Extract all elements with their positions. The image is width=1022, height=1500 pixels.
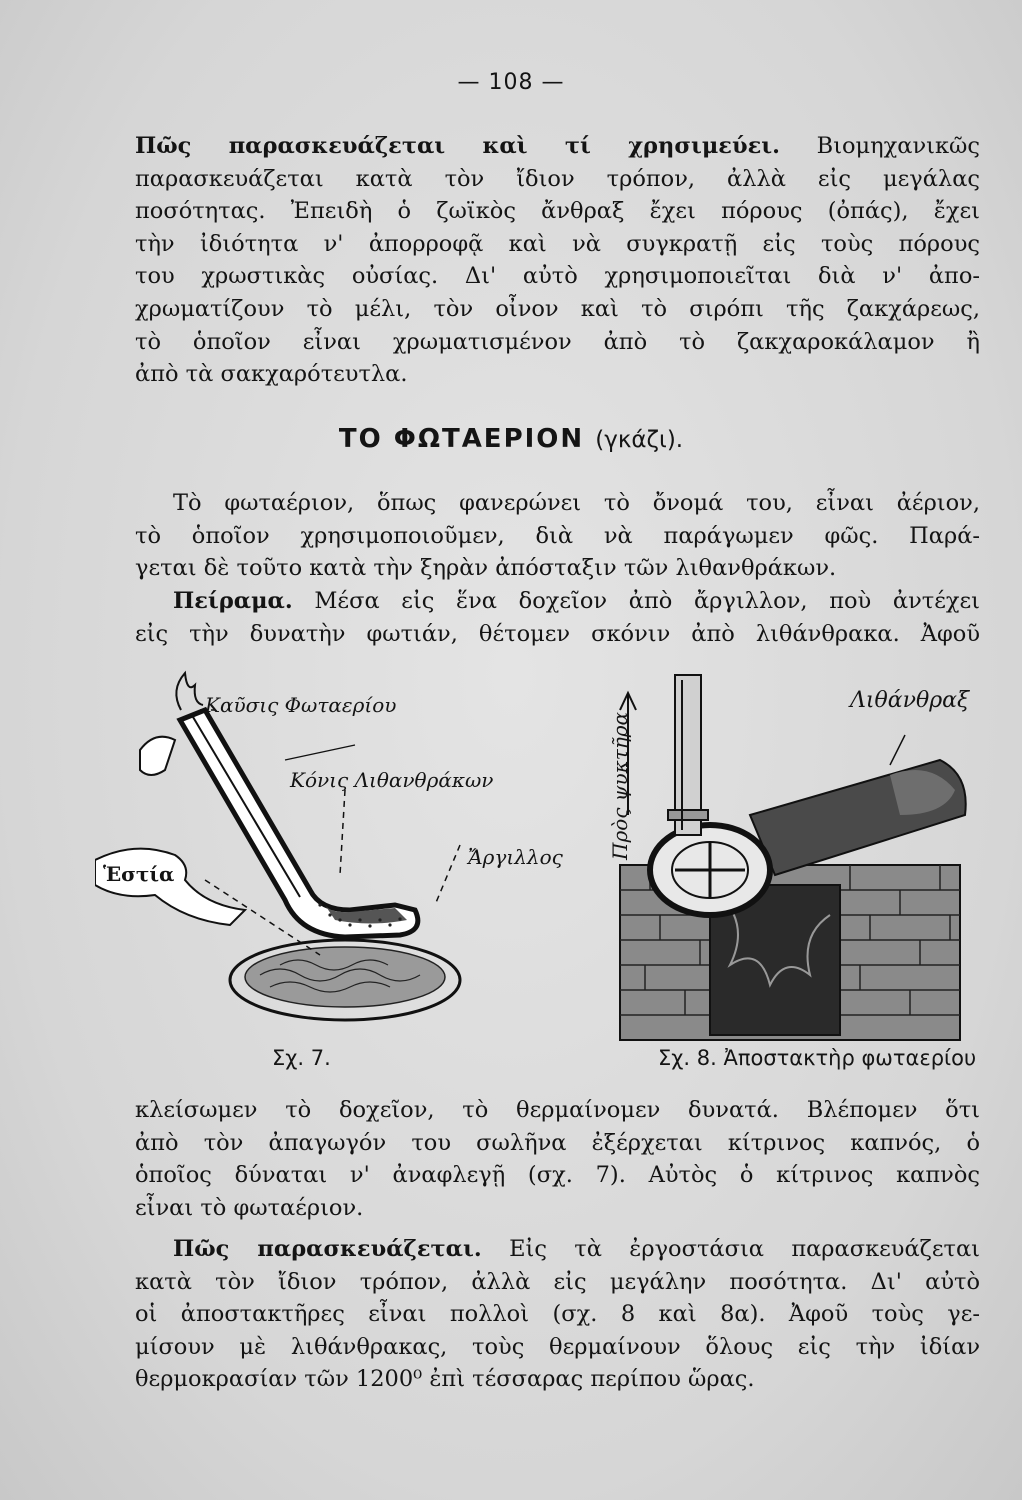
text-line: παρασκευάζεται κατὰ τὸν ἴδιον τρόπον, ἀλλὰ εἰς μεγάλας <box>135 165 980 192</box>
text-line: τὴν ἰδιότητα ν' ἀπορροφᾷ καὶ νὰ συγκρατῇ εἰς τοὺς πόρους <box>135 230 980 257</box>
figure-7-caption: Σχ. 7. <box>272 1046 331 1070</box>
paragraph-industrial <box>135 1233 980 1396</box>
paragraph-lead: Πῶς παρασκευάζεται καὶ τί χρησιμεύει. <box>135 133 780 159</box>
text-line: Πῶς παρασκευάζεται. Εἰς τὰ ἐργοστάσια παρασκευάζεται <box>173 1236 980 1262</box>
label-hearth: Ἑστία <box>100 862 177 886</box>
text-line: ἀπὸ τὰ σακχαρότευτλα. <box>135 361 408 388</box>
text-line: ποσότητας. Ἐπειδὴ ὁ ζωϊκὸς ἄνθραξ ἔχει πόρους (ὀπάς), ἔχει <box>135 198 980 225</box>
text-line: κατὰ τὸν ἴδιον τρόπον, ἀλλὰ εἰς μεγάλην ποσότητα. Δι' αὐτὸ <box>135 1268 980 1295</box>
text-line: τὸ ὁποῖον εἶναι χρωματισμένον ἀπὸ τὸ ζακχαροκάλαμον ἢ <box>135 328 980 355</box>
text-line: μίσουν μὲ λιθάνθρακας, τοὺς θερμαίνουν ὅλους εἰς τὴν ἰδίαν <box>135 1333 980 1360</box>
section-heading <box>0 424 1022 454</box>
figure-8-illustration <box>600 665 985 1045</box>
text-line: εἰς τὴν δυνατὴν φωτιάν, θέτομεν σκόνιν ἀπὸ λιθάνθρακα. Ἀφοῦ <box>135 620 980 647</box>
label-gas-burning: Καῦσις Φωταερίου <box>205 693 397 717</box>
paragraph-lead: Πείραμα. <box>173 588 293 614</box>
paragraph-gas-definition <box>135 487 980 585</box>
text-line: χρωματίζουν τὸ μέλι, τὸν οἶνον καὶ τὸ σιρόπι τῆς ζακχάρεως, <box>135 295 980 322</box>
label-to-cooler: Πρὸς ψυκτῆρα <box>608 711 632 860</box>
text-line: ἀπὸ τὸν ἀπαγωγόν του σωλῆνα ἐξέρχεται κίτρινος καπνός, ὁ <box>135 1129 980 1156</box>
paragraph-yellow-smoke <box>135 1094 980 1224</box>
page-number: — 108 — <box>457 70 565 95</box>
section-title: ΤΟ ΦΩΤΑΕΡΙΟΝ <box>338 424 585 454</box>
paragraph-experiment <box>135 585 980 650</box>
text-line: εἶναι τὸ φωταέριον. <box>135 1194 364 1221</box>
label-coal: Λιθάνθραξ <box>850 688 970 713</box>
figure-8-caption: Σχ. 8. Ἀποστακτὴρ φωταερίου <box>658 1046 977 1070</box>
label-clay: Ἄργιλλος <box>468 845 563 869</box>
text-line: Πείραμα. Μέσα εἰς ἕνα δοχεῖον ἀπὸ ἄργιλλον, ποὺ ἀντέχει <box>173 588 980 614</box>
text-line: τὸ ὁποῖον χρησιμοποιοῦμεν, διὰ νὰ παράγωμεν φῶς. Παρά- <box>135 522 980 549</box>
text-line: Τὸ φωταέριον, ὅπως φανερώνει τὸ ὄνομά του, εἶναι ἀέριον, <box>173 490 980 516</box>
text-line: οἱ ἀποστακτῆρες εἶναι πολλοὶ (σχ. 8 καὶ 8α). Ἀφοῦ τοὺς γε- <box>135 1301 980 1328</box>
hand-shape <box>140 737 175 775</box>
text-line: γεται δὲ τοῦτο κατὰ τὴν ξηρὰν ἀπόσταξιν τῶν λιθανθράκων. <box>135 555 837 582</box>
text-line: Πῶς παρασκευάζεται καὶ τί χρησιμεύει. Βιομηχανικῶς <box>135 133 981 159</box>
label-coal-dust: Κόνις Λιθανθράκων <box>290 768 494 792</box>
text-line: του χρωστικὰς οὐσίας. Δι' αὐτὸ χρησιμοποιεῖται διὰ ν' ἀπο- <box>135 263 980 290</box>
section-subtitle: (γκάζι). <box>595 427 684 453</box>
text-line: ὁποῖος δύναται ν' ἀναφλεγῇ (σχ. 7). Αὐτὸς ὁ κίτρινος καπνὸς <box>135 1162 980 1189</box>
text-line: θερμοκρασίαν τῶν 1200⁰ ἐπὶ τέσσαρας περίπου ὥρας. <box>135 1366 755 1393</box>
hearth-shape <box>95 849 245 925</box>
text-line: κλείσωμεν τὸ δοχεῖον, τὸ θερμαίνομεν δυνατά. Βλέπομεν ὅτι <box>135 1097 980 1123</box>
flame-shape <box>176 673 203 710</box>
paragraph-lead: Πῶς παρασκευάζεται. <box>173 1236 482 1262</box>
intro-paragraph <box>135 130 980 391</box>
